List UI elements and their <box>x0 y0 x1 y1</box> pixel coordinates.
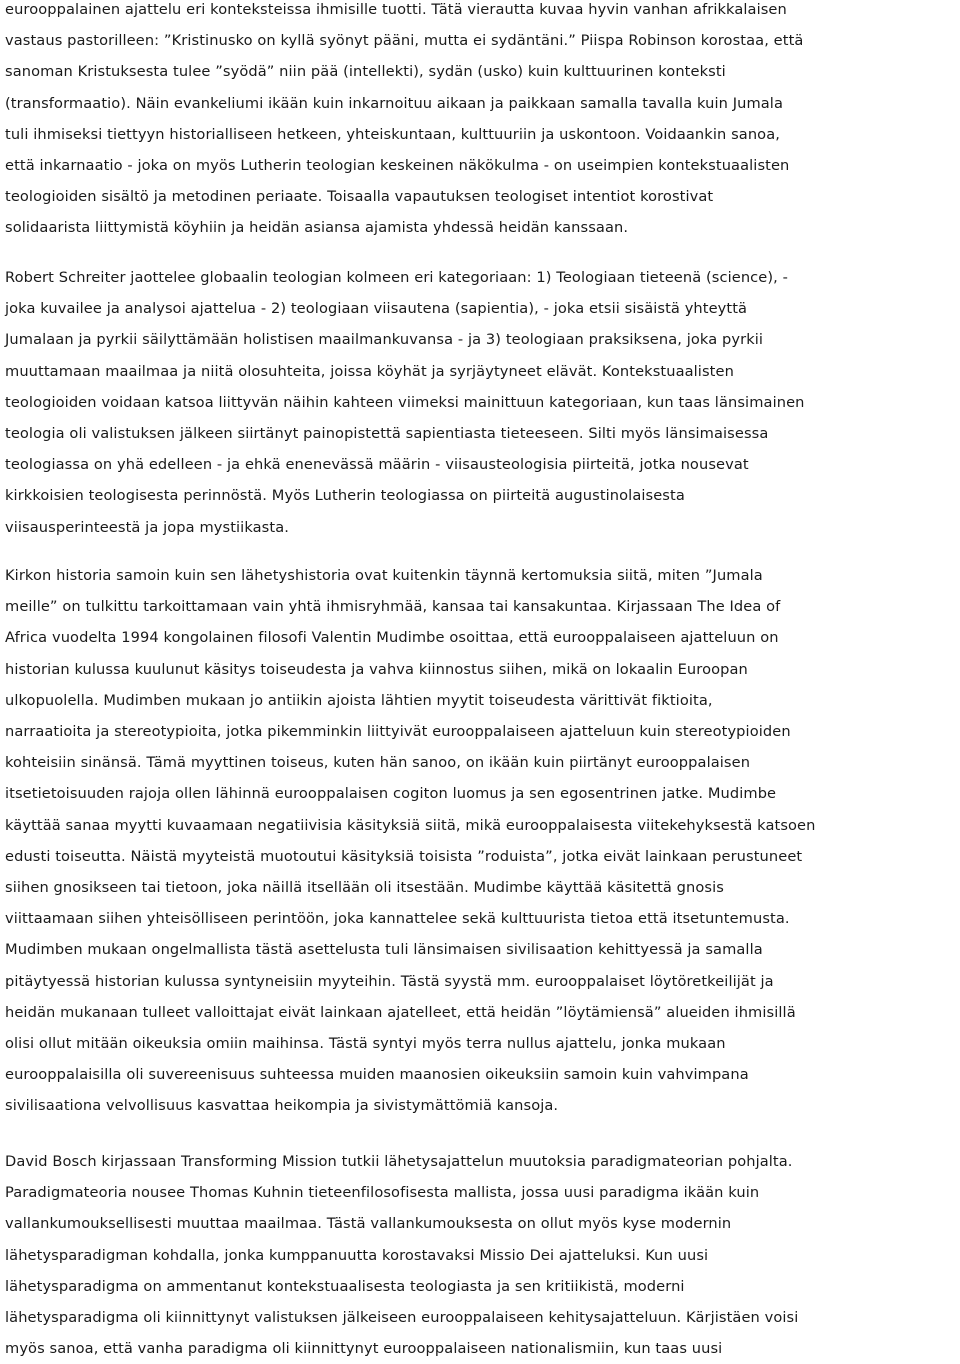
text-line: eurooppalainen ajattelu eri konteksteissa ihmisille tuotti. Tätä vierautta kuvaa hyvin vanhan afrikkalaisen <box>5 1 787 18</box>
text-line: Robert Schreiter jaottelee globaalin teologian kolmeen eri kategoriaan: 1) Teologiaan tieteenä (science), - <box>5 269 789 286</box>
paragraph-incarnation <box>5 0 803 244</box>
text-line: siihen gnosikseen tai tietoon, joka näillä itsellään oli itsestään. Mudimbe käyttää käsitettä gnosis <box>5 879 724 897</box>
text-line: joka kuvailee ja analysoi ajattelua - 2) teologiaan viisautena (sapientia), - joka etsii sisäistä yhteyttä <box>5 300 748 318</box>
text-line: myös sanoa, että vanha paradigma oli kiinnittynyt eurooppalaiseen nationalismiin, kun taas uusi <box>5 1340 723 1358</box>
text-line: Africa vuodelta 1994 kongolainen filosofi Valentin Mudimbe osoittaa, että eurooppalaiseen ajatteluun on <box>5 629 779 647</box>
text-line: heidän mukanaan tulleet valloittajat eivät lainkaan ajatelleet, että heidän ”löytämiensä” alueiden ihmisillä <box>5 1003 796 1021</box>
text-line: viisausperinteestä ja jopa mystiikasta. <box>5 518 289 536</box>
text-line: solidaarista liittymistä köyhiin ja heidän asiansa ajamista yhdessä heidän kanssaan. <box>5 219 629 237</box>
text-line: vallankumouksellisesti muuttaa maailmaa. Tästä vallankumouksesta on ollut myös kyse modernin <box>5 1215 732 1233</box>
text-line: Kirkon historia samoin kuin sen lähetyshistoria ovat kuitenkin täynnä kertomuksia siitä, miten ”Jumala <box>5 567 763 584</box>
text-line: itsetietoisuuden rajoja ollen lähinnä eurooppalaisen cogiton luomus ja sen egosentrinen jatke. Mudimbe <box>5 785 777 803</box>
text-line: kohteisiin sinänsä. Tämä myyttinen toiseus, kuten hän sanoo, on ikään kuin piirtänyt eurooppalaisen <box>5 754 751 772</box>
text-line: pitäytyessä historian kulussa syntyneisiin myyteihin. Tästä syystä mm. eurooppalaiset löytöretkeilijät ja <box>5 972 774 990</box>
text-line: edusti toiseutta. Näistä myyteistä muotoutui käsityksiä toisista ”roduista”, jotka eivät lainkaan perustuneet <box>5 847 803 865</box>
text-line: teologioiden sisältö ja metodinen periaate. Toisaalla vapautuksen teologiset intentiot korostivat <box>5 188 714 206</box>
text-line: ulkopuolella. Mudimben mukaan jo antiikin ajoista lähtien myytit toiseudesta värittivät fiktioita, <box>5 691 713 709</box>
text-line: Jumalaan ja pyrkii säilyttämään holistisen maailmankuvansa - ja 3) teologiaan praksiksena, joka pyrkii <box>5 331 764 349</box>
text-line: että inkarnaatio - joka on myös Lutherin teologian keskeinen näkökulma - on useimpien kontekstuaalisten <box>5 157 790 175</box>
text-line: viittaamaan siihen yhteisölliseen perintöön, joka kannattelee sekä kulttuurista tietoa että itsetuntemusta. <box>5 910 790 928</box>
text-line: sanoman Kristuksesta tulee ”syödä” niin pää (intellekti), sydän (usko) kuin kulttuurinen konteksti <box>5 63 726 81</box>
text-line: sivilisaationa velvollisuus kasvattaa heikompia ja sivistymättömiä kansoja. <box>5 1097 559 1115</box>
text-line: teologia oli valistuksen jälkeen siirtänyt painopistettä sapientiasta tieteeseen. Silti myös länsimaisessa <box>5 425 769 443</box>
paragraph-schreiter <box>5 262 805 543</box>
text-line: vastaus pastorilleen: ”Kristinusko on kyllä syönyt pääni, mutta ei sydäntäni.” Piispa Robinson korostaa, että <box>5 32 804 50</box>
text-line: David Bosch kirjassaan Transforming Mission tutkii lähetysajattelun muutoksia paradigmateorian pohjalta. <box>5 1153 793 1170</box>
text-line: Mudimben mukaan ongelmallista tästä asettelusta tuli länsimaisen sivilisaation kehittyessä ja samalla <box>5 941 763 959</box>
text-line: (transformaatio). Näin evankeliumi ikään kuin inkarnoituu aikaan ja paikkaan samalla tavalla kuin Jumala <box>5 94 784 112</box>
text-line: lähetysparadigma on ammentanut kontekstuaalisesta teologiasta ja sen kritiikistä, moderni <box>5 1277 685 1295</box>
text-line: narraatioita ja stereotypioita, jotka pikemminkin liittyivät eurooppalaiseen ajatteluun kuin stereotypioiden <box>5 723 791 741</box>
text-line: muuttamaan maailmaa ja niitä olosuhteita, joissa köyhät ja syrjäytyneet elävät. Kontekstuaalisten <box>5 362 734 380</box>
text-line: olisi ollut mitään oikeuksia omiin maihinsa. Tästä syntyi myös terra nullus ajattelu, jonka mukaan <box>5 1035 726 1053</box>
text-line: kirkkoisien teologisesta perinnöstä. Myös Lutherin teologiassa on piirteitä augustinolaisesta <box>5 487 685 505</box>
text-line: eurooppalaisilla oli suvereenisuus suhteessa muiden maanosien oikeuksiin samoin kuin vahvimpana <box>5 1066 749 1084</box>
text-line: Paradigmateoria nousee Thomas Kuhnin tieteenfilosofisesta mallista, jossa uusi paradigma ikään kuin <box>5 1184 760 1202</box>
paragraph-mudimbe <box>5 560 815 1122</box>
text-line: tuli ihmiseksi tiettyyn historialliseen hetkeen, yhteiskuntaan, kulttuuriin ja uskontoon. Voidaankin sanoa, <box>5 125 780 143</box>
paragraph-bosch <box>5 1146 798 1364</box>
text-line: historian kulussa kuulunut käsitys toiseudesta ja vahva kiinnostus siihen, mikä on lokaalin Euroopan <box>5 660 748 678</box>
text-line: käyttää sanaa myytti kuvaamaan negatiivisia käsityksiä siitä, mikä eurooppalaisesta viitekehyksestä katsoen <box>5 816 816 834</box>
text-line: teologioiden voidaan katsoa liittyvän näihin kahteen viimeksi mainittuun kategoriaan, kun taas länsimainen <box>5 393 805 411</box>
text-line: teologiassa on yhä edelleen - ja ehkä enenevässä määrin - viisausteologisia piirteitä, jotka nousevat <box>5 456 749 474</box>
text-line: meille” on tulkittu tarkoittamaan vain yhtä ihmisryhmää, kansaa tai kansakuntaa. Kirjassaan The Idea of <box>5 598 781 616</box>
text-line: lähetysparadigman kohdalla, jonka kumppanuutta korostavaksi Missio Dei ajatteluksi. Kun uusi <box>5 1246 709 1264</box>
text-line: lähetysparadigma oli kiinnittynyt valistuksen jälkeiseen eurooppalaiseen kehitysajatteluun. Kärjistäen voisi <box>5 1309 799 1327</box>
